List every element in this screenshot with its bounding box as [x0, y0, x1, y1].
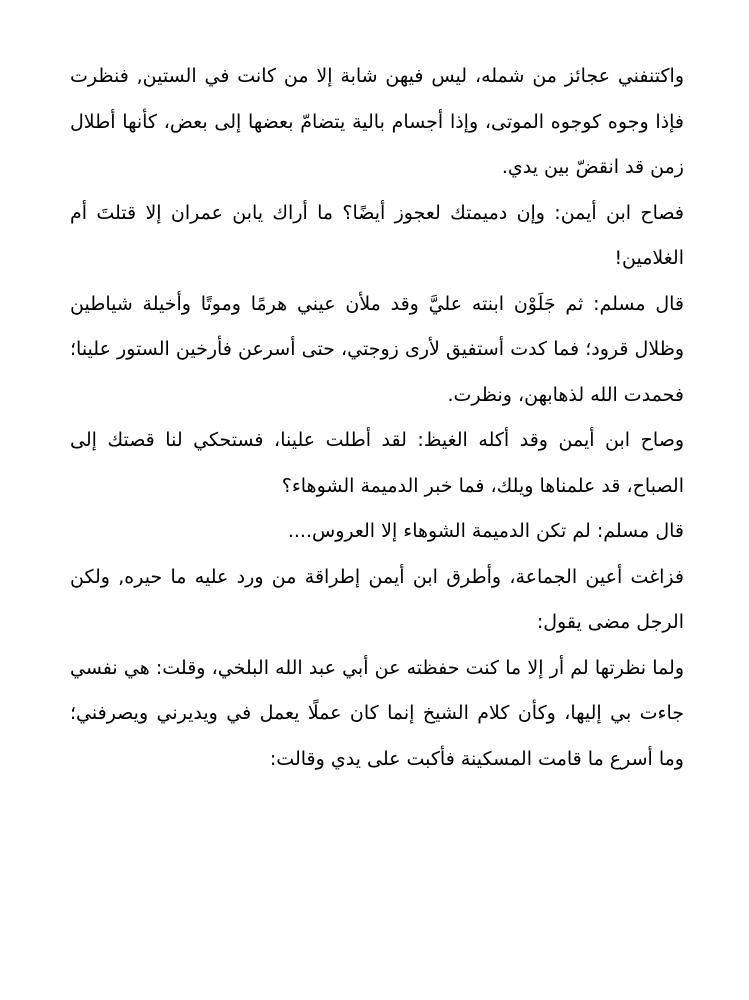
document-page [70, 54, 684, 782]
paragraph-6: فزاغت أعين الجماعة، وأطرق ابن أيمن إطراقة من ورد عليه ما حيره, ولكن الرجل مضى يقول: [70, 565, 684, 633]
paragraph-1: واكتنفني عجائز من شمله، ليس فيهن شابة إلا من كانت في الستين, فنظرت فإذا وجوه كوجوه الموتى، وإذا أجسام بالية يتضامّ بعضها إلى بعض، كأنها أطلال زمن قد انقضّ بين يدي. [70, 65, 684, 178]
paragraph-7: ولما نظرتها لم أر إلا ما كنت حفظته عن أبي عبد الله البلخي، وقلت: هي نفسي جاءت بي إليها، وكأن كلام الشيخ إنما كان عملًا يعمل في ويديرني ويصرفني؛ وما أسرع ما قامت المسكينة فأكبت على يدي وقالت: [70, 656, 684, 770]
paragraph-2: فصاح ابن أيمن: وإن دميمتك لعجوز أيضًا؟ ما أراك يابن عمران إلا قتلتَ أم الغلامين! [70, 201, 684, 269]
paragraph-5: قال مسلم: لم تكن الدميمة الشوهاء إلا العروس.... [287, 520, 684, 542]
paragraph-3: قال مسلم: ثم جَلَوْن ابنته عليَّ وقد ملأن عيني هرمًا وموتًا وأخيلة شياطين وظلال قرود؛ فما كدت أستفيق لأرى زوجتي، حتى أسرعن فأرخين الستور علينا؛ فحمدت الله لذهابهن، ونظرت. [70, 292, 684, 406]
paragraph-4: وصاح ابن أيمن وقد أكله الغيظ: لقد أطلت علينا، فستحكي لنا قصتك إلى الصباح، قد علمناها ويلك، فما خبر الدميمة الشوهاء؟ [70, 429, 684, 497]
